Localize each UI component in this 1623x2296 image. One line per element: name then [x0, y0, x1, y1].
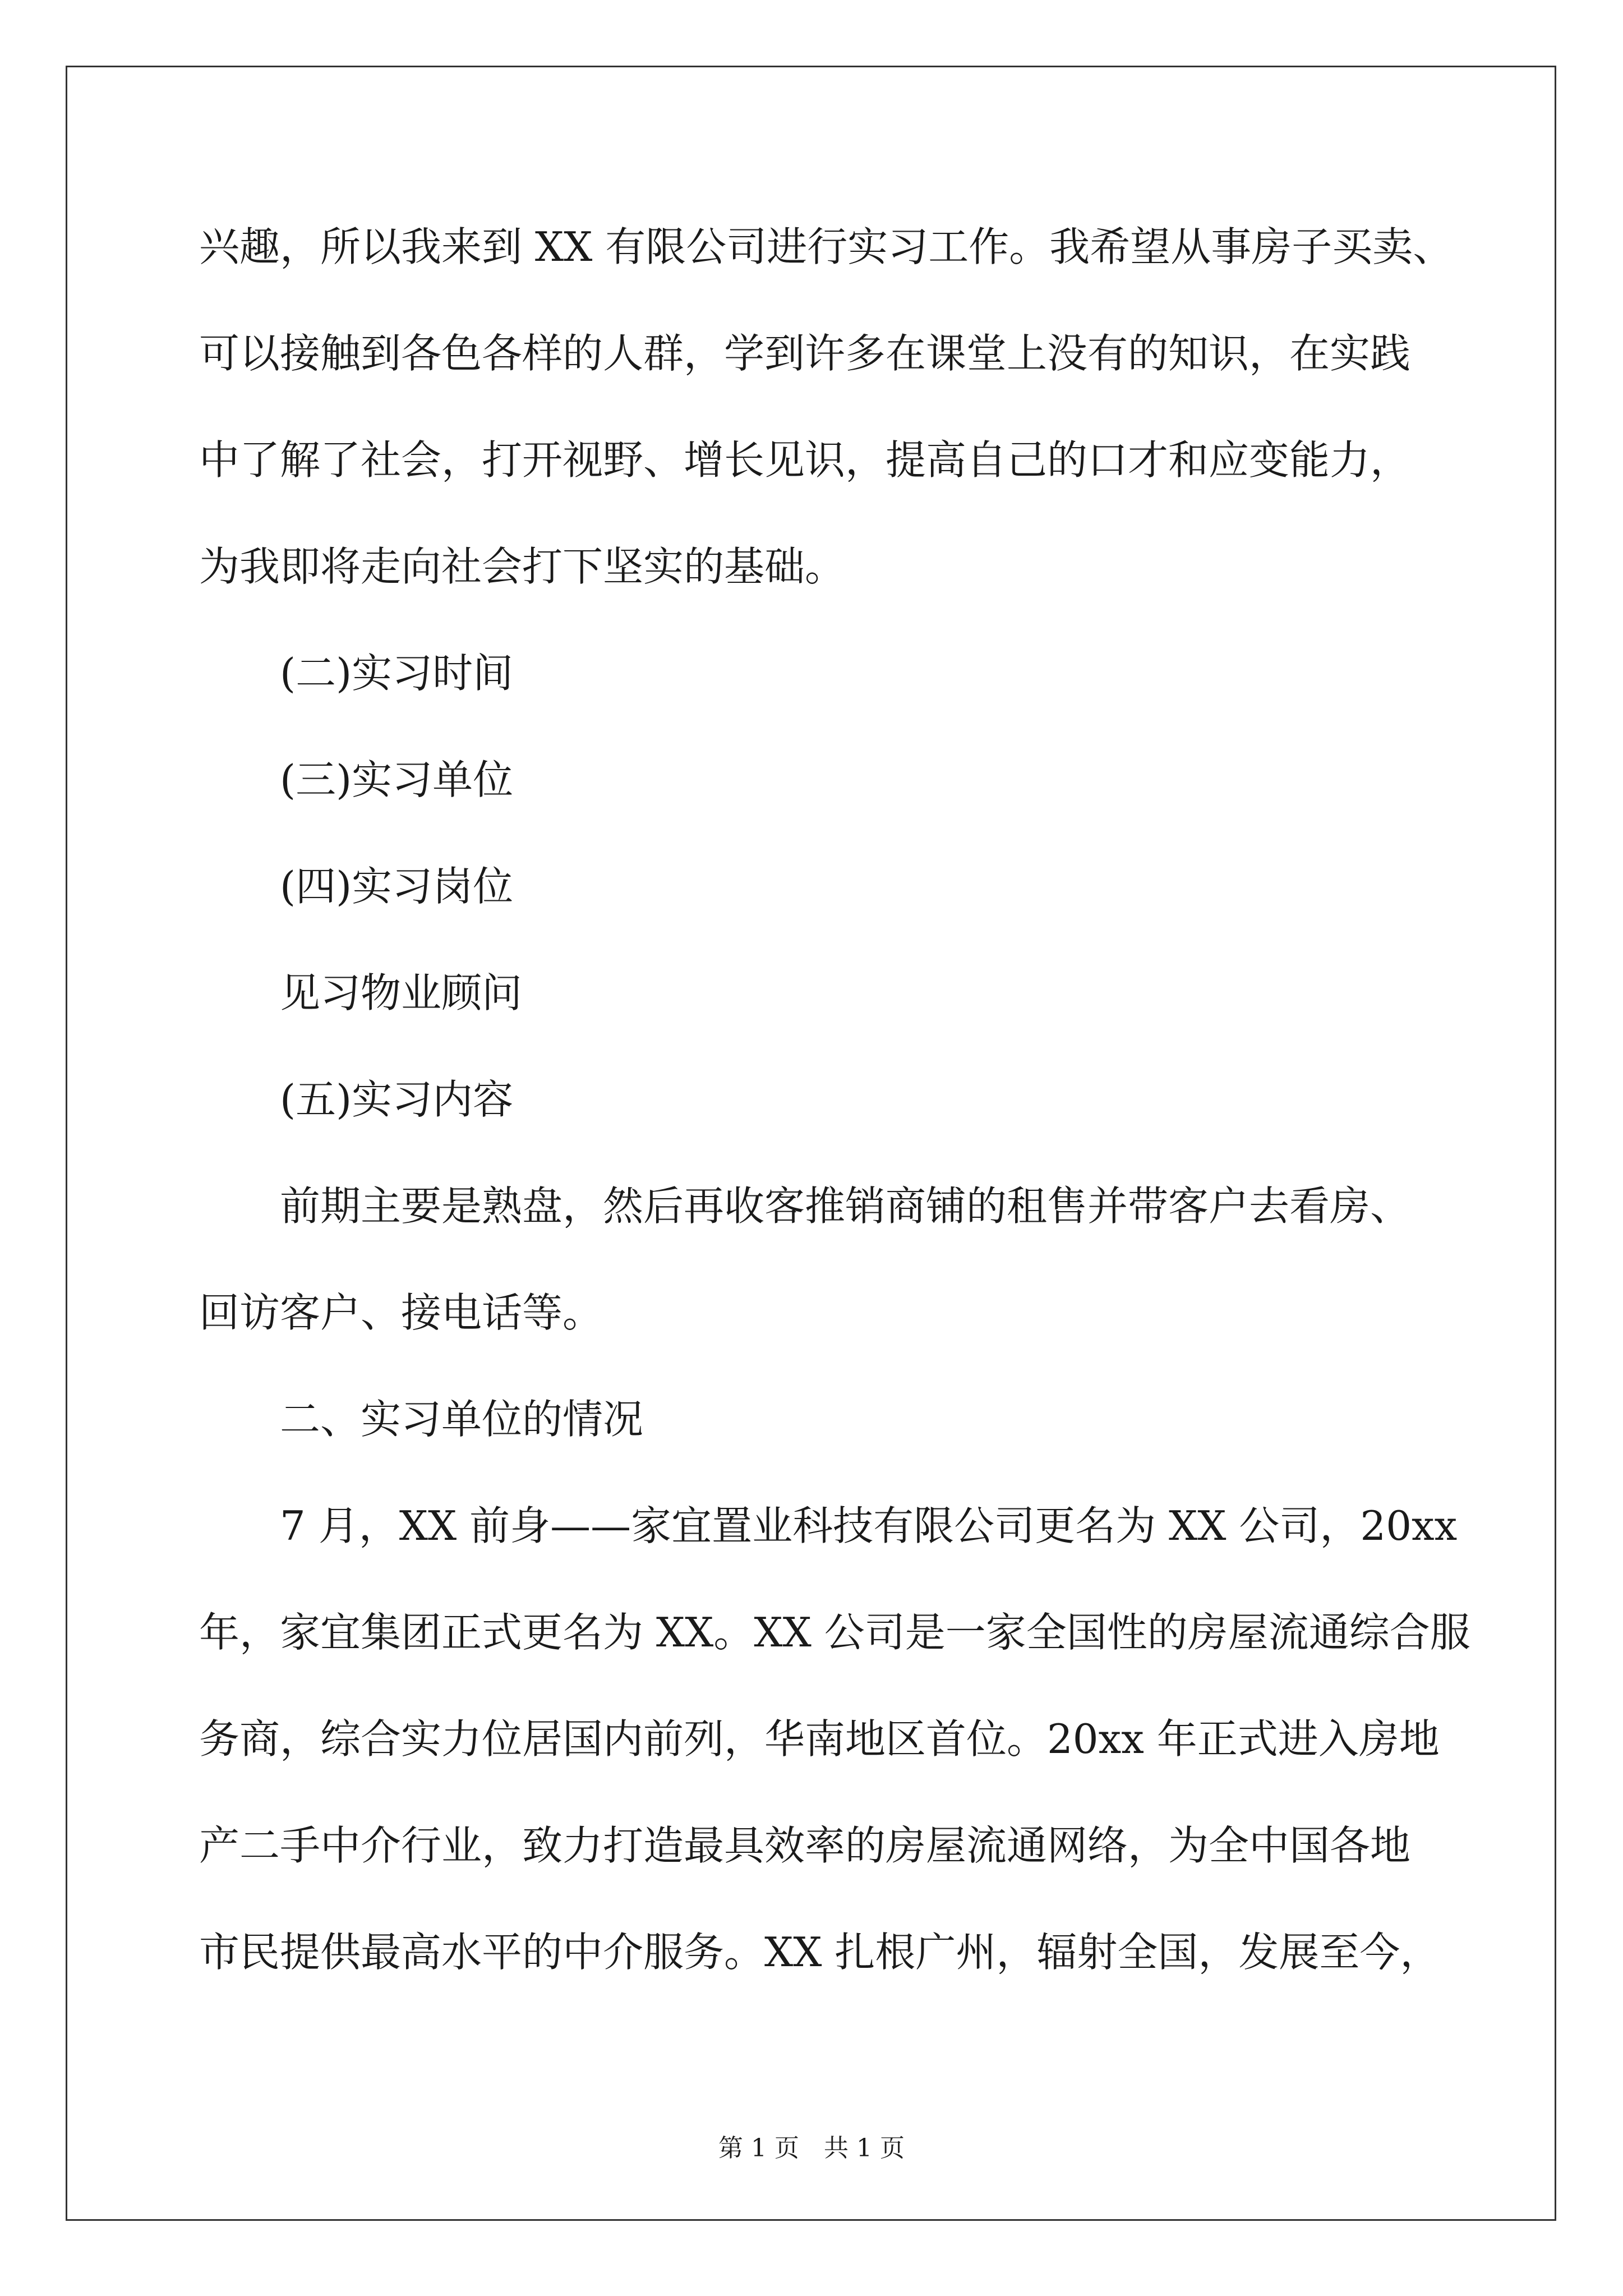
- body-line: 可以接触到各色各样的人群，学到许多在课堂上没有的知识，在实践: [199, 330, 1411, 377]
- page-footer: [0, 2132, 1623, 2165]
- document-body: [199, 194, 1470, 2005]
- body-line: 中了解了社会，打开视野、增长见识，提高自己的口才和应变能力，: [199, 436, 1411, 484]
- section-heading: (四)实习岗位: [280, 863, 514, 910]
- body-line: 务商，综合实力位居国内前列，华南地区首位。20xx 年正式进入房地: [199, 1715, 1440, 1763]
- body-line: 前期主要是熟盘，然后再收客推销商铺的租售并带客户去看房、: [280, 1182, 1411, 1230]
- section-text: 见习物业顾问: [280, 969, 523, 1016]
- body-line: 回访客户、接电话等。: [199, 1289, 603, 1336]
- body-line: 市民提供最高水平的中介服务。XX 扎根广州，辐射全国，发展至今，: [199, 1929, 1441, 1976]
- page-number-total: 共 1 页: [824, 2134, 905, 2162]
- body-line: 为我即将走向社会打下坚实的基础。: [199, 543, 846, 590]
- body-line: 7 月，XX 前身——家宜置业科技有限公司更名为 XX 公司，20xx: [280, 1502, 1458, 1549]
- body-line: 兴趣，所以我来到 XX 有限公司进行实习工作。我希望从事房子买卖、: [199, 223, 1454, 270]
- section-heading: (五)实习内容: [280, 1076, 514, 1123]
- section-heading: (二)实习时间: [280, 650, 514, 697]
- body-line: 年，家宜集团正式更名为 XX。XX 公司是一家全国性的房屋流通综合服: [199, 1609, 1470, 1656]
- section-heading: 二、实习单位的情况: [280, 1396, 644, 1443]
- page-number-current: 第 1 页: [718, 2134, 799, 2162]
- section-heading: (三)实习单位: [280, 756, 514, 803]
- body-line: 产二手中介行业，致力打造最具效率的房屋流通网络，为全中国各地: [199, 1822, 1411, 1869]
